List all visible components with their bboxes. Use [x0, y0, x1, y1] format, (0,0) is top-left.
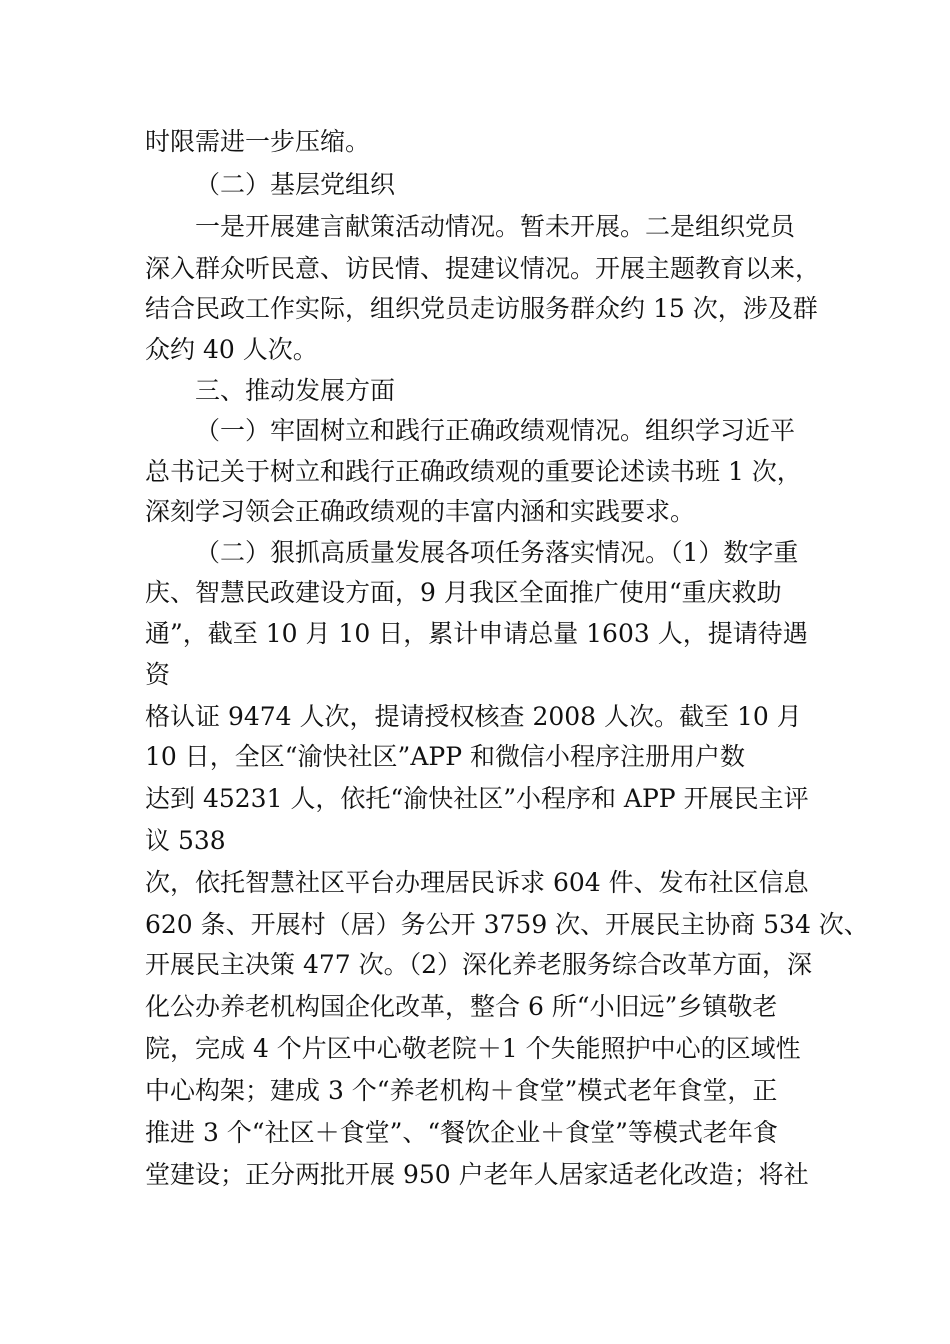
paragraph-line: 深入群众听民意、访民情、提建议情况。开展主题教育以来，	[145, 254, 821, 283]
paragraph-line: 时限需进一步压缩。	[145, 127, 371, 156]
paragraph-line: 次，依托智慧社区平台办理居民诉求 604 件、发布社区信息	[145, 868, 809, 897]
paragraph-line: 通”，截至 10 月 10 日，累计申请总量 1603 人，提请待遇	[145, 619, 808, 648]
paragraph-line: 10 日，全区“渝快社区”APP 和微信小程序注册用户数	[145, 742, 745, 771]
paragraph-line: 堂建设；正分两批开展 950 户老年人居家适老化改造；将社	[145, 1160, 809, 1189]
paragraph-line: 格认证 9474 人次，提请授权核查 2008 人次。截至 10 月	[145, 702, 802, 731]
paragraph-line: 众约 40 人次。	[145, 335, 318, 364]
paragraph-line: 院，完成 4 个片区中心敬老院＋1 个失能照护中心的区域性	[145, 1034, 801, 1063]
paragraph-line: 资	[145, 660, 171, 689]
paragraph-line: 620 条、开展村（居）务公开 3759 次、开展民主协商 534 次、	[145, 910, 869, 939]
paragraph-line: 结合民政工作实际，组织党员走访服务群众约 15 次，涉及群	[145, 294, 818, 323]
section-heading: （二）基层党组织	[195, 170, 396, 199]
paragraph-line: 化公办养老机构国企化改革，整合 6 所“小旧远”乡镇敬老	[145, 992, 778, 1021]
paragraph-line: 开展民主决策 477 次。（2）深化养老服务综合改革方面，深	[145, 950, 813, 979]
paragraph-line: 总书记关于树立和践行正确政绩观的重要论述读书班 1 次，	[145, 457, 802, 486]
section-heading: 三、推动发展方面	[195, 376, 396, 405]
paragraph-line: （二）狠抓高质量发展各项任务落实情况。（1）数字重	[195, 538, 799, 567]
paragraph-line: 一是开展建言献策活动情况。暂未开展。二是组织党员	[195, 212, 796, 241]
paragraph-line: 达到 45231 人，依托“渝快社区”小程序和 APP 开展民主评	[145, 784, 809, 813]
paragraph-line: 深刻学习领会正确政绩观的丰富内涵和实践要求。	[145, 497, 696, 526]
paragraph-line: （一）牢固树立和践行正确政绩观情况。组织学习近平	[195, 416, 796, 445]
paragraph-line: 议 538	[145, 826, 226, 855]
paragraph-line: 中心构架；建成 3 个“养老机构＋食堂”模式老年食堂，正	[145, 1076, 778, 1105]
paragraph-line: 推进 3 个“社区＋食堂”、“餐饮企业＋食堂”等模式老年食	[145, 1118, 778, 1147]
paragraph-line: 庆、智慧民政建设方面，9 月我区全面推广使用“重庆救助	[145, 578, 782, 607]
